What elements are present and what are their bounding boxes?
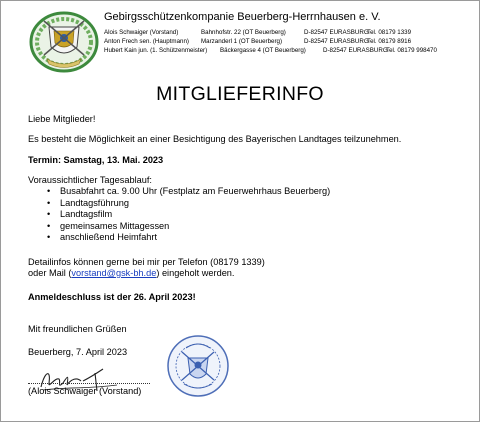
closing-phrase: Mit freundlichen Grüßen (28, 324, 127, 334)
schedule-list (47, 186, 330, 244)
event-date: Termin: Samstag, 13. Mai. 2023 (28, 155, 164, 165)
document-title: MITGLIEFERINFO (156, 83, 324, 105)
details-suffix: ) eingeholt werden. (156, 268, 235, 278)
organization-name: Gebirgsschützenkompanie Beuerberg-Herrnhausen e. V. (104, 11, 381, 23)
contact-street: Marzanderl 1 (OT Beuerberg) (201, 38, 283, 45)
contact-phone: Tel. 08179 8916 (367, 38, 412, 45)
contact-city: D-82547 EURASBURG (304, 38, 369, 45)
contact-city: D-82547 EURASBURG (304, 29, 369, 36)
contact-name: Hubert Kain jun. (1. Schützenmeister) (104, 47, 208, 54)
details-prefix: oder Mail ( (28, 268, 72, 278)
contact-name: Anton Frech sen. (Hauptmann) (104, 38, 189, 45)
greeting: Liebe Mitglieder! (28, 114, 96, 124)
list-item: • Landtagsführung (47, 198, 330, 210)
contact-phone: Tel. 08179 1339 (367, 29, 412, 36)
email-link[interactable]: vorstand@gsk-bh.de (71, 268, 157, 278)
list-item: • anschließend Heimfahrt (47, 232, 330, 244)
list-item: • gemeinsames Mittagessen (47, 221, 330, 233)
contact-name: Alois Schwaiger (Vorstand) (104, 29, 179, 36)
address-line-chairman (104, 29, 411, 36)
contact-street: Bäckergasse 4 (OT Beuerberg) (220, 47, 306, 54)
list-item: • Landtagsfilm (47, 209, 330, 221)
place-and-date: Beuerberg, 7. April 2023 (28, 347, 128, 357)
signer-name: (Alois Schwaiger (Vorstand) (28, 386, 142, 396)
signature-line (28, 383, 150, 384)
address-line-captain (104, 38, 411, 45)
registration-deadline: Anmeldeschluss ist der 26. April 2023! (28, 292, 196, 302)
address-line-marksman (104, 47, 437, 54)
contact-phone: Tel. 08179 998470 (386, 47, 437, 54)
club-crest-icon (29, 9, 99, 73)
intro-paragraph: Es besteht die Möglichkeit an einer Besichtigung des Bayerischen Landtages teilzunehmen. (28, 134, 402, 144)
contact-street: Bahnhofstr. 22 (OT Beuerberg) (201, 29, 286, 36)
stamp-seal-icon (166, 334, 230, 398)
details-line-2 (28, 268, 234, 278)
details-line-1: Detailinfos können gerne bei mir per Telefon (08179 1339) (28, 257, 265, 267)
schedule-label: Voraussichtlicher Tagesablauf: (28, 175, 152, 185)
list-item: • Busabfahrt ca. 9.00 Uhr (Festplatz am Feuerwehrhaus Beuerberg) (47, 186, 330, 198)
contact-city: D-82547 EURASBURG (323, 47, 388, 54)
